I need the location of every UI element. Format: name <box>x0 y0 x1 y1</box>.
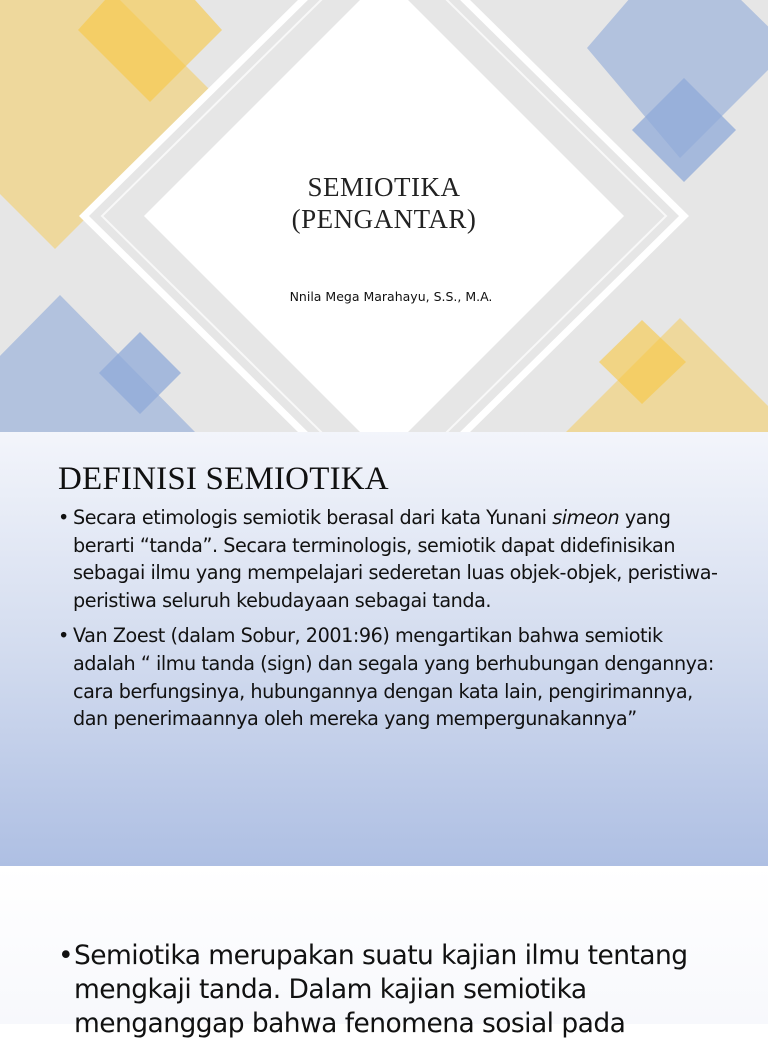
slide-title-line1: SEMIOTIKA <box>307 172 461 202</box>
definition-heading: DEFINISI SEMIOTIKA <box>58 461 389 497</box>
definition-bullet-2 <box>58 622 718 732</box>
semiotics-bullet-1 <box>58 939 758 1041</box>
bullet-text-before: Secara etimologis semiotik berasal dari kata Yunani <box>73 506 553 529</box>
bullet-dot: • <box>58 940 74 971</box>
bullet-dot: • <box>58 506 69 529</box>
definition-bullet-list <box>58 504 718 741</box>
bullet-text: Semiotika merupakan suatu kajian ilmu tentang mengkaji tanda. Dalam kajian semiotika menganggap bahwa fenomena sosial pada <box>74 940 688 1039</box>
bullet-emphasis: simeon <box>552 506 620 529</box>
semiotics-bullet-list <box>58 939 758 1041</box>
bullet-text-after: yang berarti “tanda”. Secara terminologis, semiotik dapat didefinisikan sebagai ilmu yang mempelajari sederetan luas objek-objek, peristiwa-peristiwa seluruh kebudayaan sebagai tanda. <box>73 506 718 612</box>
title-slide <box>0 0 768 432</box>
author-name: Nnila Mega Marahayu, S.S., M.A. <box>289 289 493 304</box>
bullet-text: Van Zoest (dalam Sobur, 2001:96) mengartikan bahwa semiotik adalah “ ilmu tanda (sign) dan segala yang berhubungan dengannya: cara berfungsinya, hubungannya dengan kata lain, pengirimannya, dan penerimaannya oleh mereka yang mempergunakannya” <box>73 624 714 731</box>
definition-bullet-1 <box>58 504 718 614</box>
slide-title-line2: (PENGANTAR) <box>291 204 477 234</box>
bullet-dot: • <box>58 624 69 648</box>
